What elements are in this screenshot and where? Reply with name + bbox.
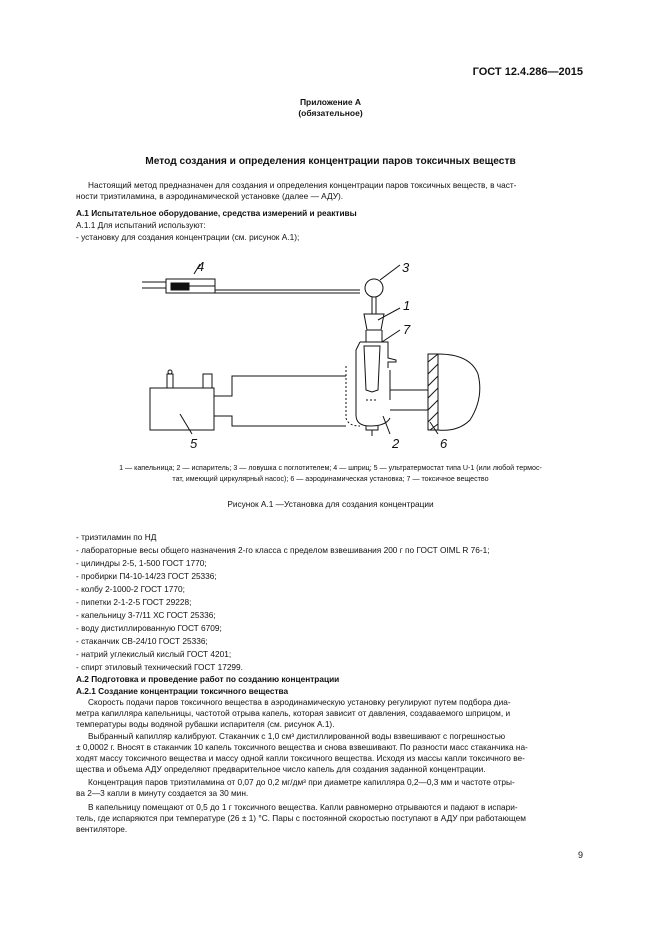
para4-line3: вентиляторе.	[76, 824, 128, 834]
thermostat	[150, 370, 220, 430]
para3-line1: Концентрация паров триэтиламина от 0,07 до 0,2 мг/дм³ при диаметре капилляра 0,2—0,3 мм и частоте отры-	[88, 777, 515, 787]
a21-heading: А.2.1 Создание концентрации токсичного вещества	[76, 686, 289, 696]
intro-line-2: ности триэтиламина, в аэродинамической установке (далее — АДУ).	[76, 191, 344, 201]
para1-line3: температуры воды водяной рубашки испарителя (см. рисунок А.1).	[76, 719, 335, 729]
label-3: 3	[402, 260, 410, 275]
a1-paragraph-1: А.1.1 Для испытаний используют:	[76, 220, 206, 230]
figure-title: Рисунок А.1 —Установка для создания концентрации	[227, 499, 434, 509]
list-item: - воду дистиллированную ГОСТ 6709;	[76, 623, 222, 633]
para4-line1: В капельницу помещают от 0,5 до 1 г токсичного вещества. Капли равномерно отрываются и падают в испари-	[88, 802, 518, 812]
label-4: 4	[197, 259, 205, 274]
label-1: 1	[403, 298, 411, 313]
list-item: - стаканчик СВ-24/10 ГОСТ 25336;	[76, 636, 208, 646]
list-item: - спирт этиловый технический ГОСТ 17299.	[76, 662, 243, 672]
list-item: - пробирки П4-10-14/23 ГОСТ 25336;	[76, 571, 217, 581]
para2-line2: ± 0,0002 г. Вносят в стаканчик 10 капель токсичного вещества и снова взвешивают. По разности масс стаканчика на-	[76, 742, 528, 752]
list-item: - лабораторные весы общего назначения 2-го класса с пределом взвешивания 200 г по ГОСТ OIML R 76-1;	[76, 545, 490, 555]
section-title: Метод создания и определения концентрации паров токсичных веществ	[145, 156, 516, 167]
appendix-title: Приложение А	[299, 97, 362, 107]
list-item: - натрий углекислый кислый ГОСТ 4201;	[76, 649, 232, 659]
figure-caption-line-1: 1 — капельница; 2 — испаритель; 3 — ловушка с поглотителем; 4 — шприц; 5 — ультратермостат типа U-1 (или любой термос-	[119, 464, 542, 472]
figure-caption-line-2: тат, имеющий циркулярный насос); 6 — аэродинамическая установка; 7 — токсичное вещество	[172, 475, 489, 483]
trap	[365, 279, 383, 314]
a2-heading: А.2 Подготовка и проведение работ по созданию концентрации	[76, 674, 340, 684]
label-2: 2	[392, 436, 400, 451]
a1-paragraph-2: - установку для создания концентрации (см. рисунок А.1);	[76, 232, 300, 242]
para3-line2: ва 2—3 капли в минуту создается за 30 мин.	[76, 788, 249, 798]
list-item: - капельницу 3-7/11 ХС ГОСТ 25336;	[76, 610, 216, 620]
intro-line-1: Настоящий метод предназначен для создания и определения концентрации паров токсичных веществ, в част-	[88, 180, 517, 190]
list-item: - колбу 2-1000-2 ГОСТ 1770;	[76, 584, 185, 594]
para1-line1: Скорость подачи паров токсичного вещества в аэродинамическую установку регулируют путем подбора диа-	[88, 697, 511, 707]
a1-heading: А.1 Испытательное оборудование, средства измерений и реактивы	[76, 208, 357, 218]
list-item: - триэтиламин по НД	[76, 532, 157, 542]
syringe	[166, 279, 215, 293]
para1-line2: метра капилляра капельницы, частотой отрыва капель, которая зависит от давления, создаваемого шприцом, и	[76, 708, 511, 718]
aerodynamic-installation	[428, 354, 480, 430]
para2-line1: Выбранный капилляр калибруют. Стаканчик с 1,0 см³ дистиллированной воды взвешивают с погрешностью	[88, 731, 506, 741]
list-item: - цилиндры 2-5, 1-500 ГОСТ 1770;	[76, 558, 207, 568]
figure-diagram	[0, 250, 661, 460]
label-6: 6	[440, 436, 448, 451]
appendix-status: (обязательное)	[298, 108, 363, 118]
label-7: 7	[403, 322, 411, 337]
page-number: 9	[578, 850, 584, 860]
label-5: 5	[190, 436, 198, 451]
para2-line3: ходят массу токсичного вещества и массу одной капли токсичного вещества. Исходя из массы капли токсичного ве-	[76, 753, 525, 763]
evaporator	[346, 342, 396, 436]
para2-line4: щества и объема АДУ определяют предварительное число капель для создания заданной концентрации.	[76, 764, 486, 774]
list-item: - пипетки 2-1-2-5 ГОСТ 29228;	[76, 597, 192, 607]
standard-number: ГОСТ 12.4.286—2015	[472, 66, 583, 78]
para4-line2: тель, где испаряются при температуре (26 ± 1) °С. Пары с постоянной скоростью поступают в АДУ при работающем	[76, 813, 526, 823]
